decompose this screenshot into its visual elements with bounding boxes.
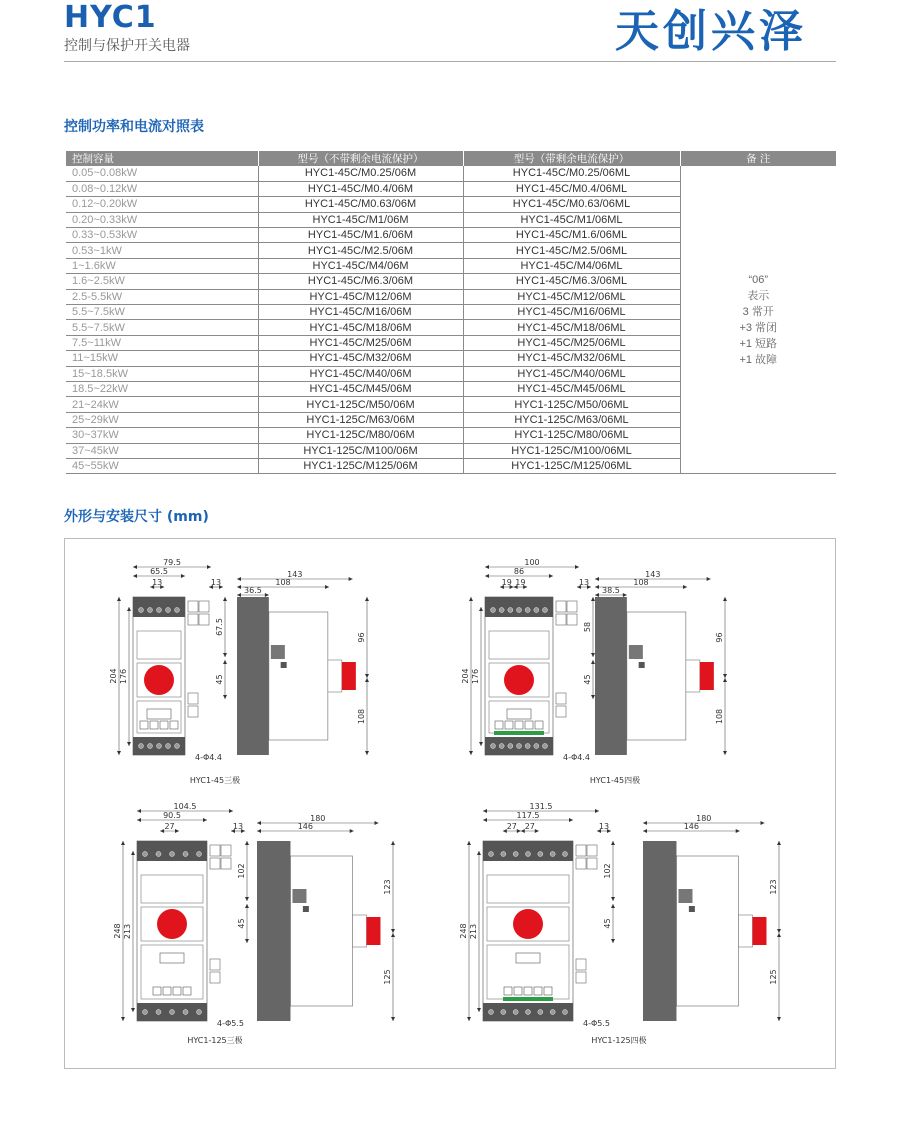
dim-knob-height: 45 <box>603 918 612 929</box>
screw-icon <box>538 852 543 857</box>
dim-rail-depth: 36.5 <box>244 586 262 595</box>
screw-icon <box>139 608 144 613</box>
dim-depth-total: 143 <box>645 570 661 579</box>
model-rcd-cell: HYC1-45C/M1.6/06ML <box>463 228 680 243</box>
dim-depth-body: 146 <box>297 822 314 831</box>
button-icon <box>183 987 191 995</box>
dim-mount-height: 176 <box>471 668 480 685</box>
model-rcd-cell: HYC1-45C/M6.3/06ML <box>463 274 680 289</box>
model-rcd-cell: HYC1-45C/M0.4/06ML <box>463 181 680 196</box>
aux-contact-icon <box>221 858 231 869</box>
indicator-icon <box>281 662 287 668</box>
knob-side-icon <box>342 662 356 690</box>
model-cell: HYC1-45C/M4/06M <box>258 258 463 273</box>
aux-contact-icon <box>199 601 209 612</box>
dim-depth-total: 143 <box>287 570 303 579</box>
aux-contact-icon <box>188 601 198 612</box>
dim-pole-pitch: 27 <box>164 822 175 831</box>
screw-icon <box>563 852 568 857</box>
model-rcd-cell: HYC1-45C/M25/06ML <box>463 335 680 350</box>
capacity-cell: 7.5~11kW <box>66 335 258 350</box>
note-line: 表示 <box>747 289 770 302</box>
model-rcd-cell: HYC1-45C/M18/06ML <box>463 320 680 335</box>
dim-pole-pitch: 13 <box>152 578 163 587</box>
handle-block <box>629 645 643 659</box>
dim-width-body: 65.5 <box>150 567 168 576</box>
model-rcd-cell: HYC1-45C/M16/06ML <box>463 305 680 320</box>
capacity-cell: 5.5~7.5kW <box>66 320 258 335</box>
housing <box>269 612 328 740</box>
button-icon <box>504 987 512 995</box>
rotary-knob-icon <box>513 909 543 939</box>
dim-mount-height: 213 <box>469 923 478 940</box>
model-cell: HYC1-45C/M16/06M <box>258 305 463 320</box>
side-view <box>257 841 380 1021</box>
figure-caption: HYC1-45三极 <box>189 776 241 785</box>
display-icon <box>516 953 540 963</box>
brand-title: HYC1 <box>64 0 157 35</box>
screw-icon <box>489 852 494 857</box>
front-view <box>133 597 209 755</box>
screw-icon <box>508 608 513 613</box>
capacity-cell: 1.6~2.5kW <box>66 274 258 289</box>
dim-depth-body: 146 <box>683 822 700 831</box>
figure-caption: HYC1-45四极 <box>589 776 641 785</box>
capacity-cell: 0.08~0.12kW <box>66 181 258 196</box>
aux-contact-icon <box>199 614 209 625</box>
model-cell: HYC1-45C/M45/06M <box>258 381 463 396</box>
button-icon <box>170 721 178 729</box>
model-rcd-cell: HYC1-45C/M0.63/06ML <box>463 197 680 212</box>
dim-width-body: 90.5 <box>163 811 181 820</box>
capacity-cell: 0.12~0.20kW <box>66 197 258 212</box>
col-header-model-rcd: 型号（带剩余电流保护） <box>463 151 680 166</box>
capacity-cell: 0.05~0.08kW <box>66 166 258 181</box>
button-icon <box>173 987 181 995</box>
top-terminal-block <box>483 841 573 861</box>
dim-knob-top: 96 <box>357 632 366 643</box>
dim-knob-bottom: 108 <box>715 708 724 725</box>
top-terminal-block <box>485 597 553 617</box>
capacity-cell: 2.5-5.5kW <box>66 289 258 304</box>
dim-knob-top: 96 <box>715 632 724 643</box>
dim-width-total: 131.5 <box>529 802 553 811</box>
model-rcd-cell: HYC1-125C/M50/06ML <box>463 397 680 412</box>
label-panel <box>141 875 203 903</box>
handle-block <box>271 645 285 659</box>
aux-contact-icon <box>210 845 220 856</box>
model-cell: HYC1-45C/M0.63/06M <box>258 197 463 212</box>
screw-icon <box>501 852 506 857</box>
screw-icon <box>170 1010 175 1015</box>
indicator-icon <box>303 906 309 912</box>
dim-depth-body: 108 <box>275 578 291 587</box>
screw-icon <box>157 608 162 613</box>
screw-icon <box>148 608 153 613</box>
capacity-cell: 21~24kW <box>66 397 258 412</box>
dim-width-total: 100 <box>524 558 540 567</box>
screw-icon <box>143 1010 148 1015</box>
aux-contact-icon <box>210 972 220 983</box>
display-icon <box>147 709 171 719</box>
figure-caption: HYC1-125三极 <box>187 1036 243 1045</box>
button-icon <box>160 721 168 729</box>
dim-knob-height: 45 <box>583 674 592 685</box>
screw-icon <box>543 608 548 613</box>
display-icon <box>160 953 184 963</box>
screw-icon <box>517 744 522 749</box>
note-line: “06” <box>748 273 769 286</box>
note-line: +1 故障 <box>739 353 778 366</box>
dim-knob-bottom: 108 <box>357 708 366 725</box>
capacity-cell: 37~45kW <box>66 443 258 458</box>
capacity-cell: 5.5~7.5kW <box>66 305 258 320</box>
button-icon <box>535 721 543 729</box>
aux-contact-icon <box>556 693 566 704</box>
screw-icon <box>183 1010 188 1015</box>
section-title-table: 控制功率和电流对照表 <box>64 119 204 135</box>
dim-rail-depth: 38.5 <box>602 586 620 595</box>
handle-block <box>678 889 692 903</box>
housing <box>290 856 352 1006</box>
note-line: +3 常闭 <box>739 321 778 334</box>
model-rcd-cell: HYC1-125C/M80/06ML <box>463 428 680 443</box>
label-panel <box>137 631 181 659</box>
dim-aux-width: 13 <box>232 822 244 831</box>
model-cell: HYC1-45C/M40/06M <box>258 366 463 381</box>
model-cell: HYC1-125C/M63/06M <box>258 412 463 427</box>
dim-depth-total: 180 <box>696 814 712 823</box>
brand-subtitle: 控制与保护开关电器 <box>64 38 190 54</box>
screw-icon <box>197 852 202 857</box>
indicator-icon <box>689 906 695 912</box>
aux-contact-icon <box>188 693 198 704</box>
dim-width-body: 117.5 <box>516 811 540 820</box>
aux-contact-icon <box>188 706 198 717</box>
screw-icon <box>175 744 180 749</box>
note-cell <box>680 166 836 474</box>
screw-icon <box>197 1010 202 1015</box>
dim-width-body: 86 <box>513 567 525 576</box>
dim-knob-top: 123 <box>769 879 778 895</box>
aux-contact-icon <box>587 858 597 869</box>
button-icon <box>495 721 503 729</box>
side-view <box>595 597 714 755</box>
model-cell: HYC1-45C/M6.3/06M <box>258 274 463 289</box>
note-line: +1 短路 <box>739 337 778 350</box>
front-view <box>483 841 597 1021</box>
screw-icon <box>175 608 180 613</box>
aux-contact-icon <box>556 706 566 717</box>
indicator-icon <box>639 662 645 668</box>
dim-mount-hole: 4-Φ5.5 <box>217 1019 244 1028</box>
model-rcd-cell: HYC1-45C/M12/06ML <box>463 289 680 304</box>
table-row <box>66 166 836 181</box>
screw-icon <box>534 744 539 749</box>
dim-pole-pitch: 27 <box>524 822 535 831</box>
capacity-cell: 25~29kW <box>66 412 258 427</box>
dim-top-knob: 58 <box>583 621 592 633</box>
screw-icon <box>499 608 504 613</box>
capacity-cell: 0.20~0.33kW <box>66 212 258 227</box>
note-line: 3 常开 <box>742 305 774 318</box>
aux-contact-icon <box>576 959 586 970</box>
dim-knob-bottom: 125 <box>383 969 392 985</box>
dim-aux-width: 13 <box>598 822 610 831</box>
col-header-note: 备 注 <box>680 151 836 166</box>
company-logo: 天创兴泽 <box>615 6 807 57</box>
model-rcd-cell: HYC1-125C/M63/06ML <box>463 412 680 427</box>
screw-icon <box>166 608 171 613</box>
dim-depth-body: 108 <box>633 578 649 587</box>
button-icon <box>534 987 542 995</box>
dim-pole-pitch: 19 <box>501 578 512 587</box>
aux-contact-icon <box>576 845 586 856</box>
front-view <box>137 841 231 1021</box>
screw-icon <box>156 852 161 857</box>
screw-icon <box>499 744 504 749</box>
screw-icon <box>513 1010 518 1015</box>
rotary-knob-icon <box>504 665 534 695</box>
model-rcd-cell: HYC1-45C/M32/06ML <box>463 351 680 366</box>
model-cell: HYC1-45C/M18/06M <box>258 320 463 335</box>
model-cell: HYC1-45C/M25/06M <box>258 335 463 350</box>
model-cell: HYC1-45C/M0.25/06M <box>258 166 463 181</box>
model-cell: HYC1-125C/M125/06M <box>258 458 463 473</box>
aux-contact-icon <box>210 959 220 970</box>
screw-icon <box>170 852 175 857</box>
knob-base <box>352 915 366 947</box>
model-cell: HYC1-45C/M1.6/06M <box>258 228 463 243</box>
dim-top-knob: 102 <box>603 863 612 879</box>
front-view <box>485 597 577 755</box>
screw-icon <box>491 608 496 613</box>
capacity-cell: 30~37kW <box>66 428 258 443</box>
button-icon <box>514 987 522 995</box>
screw-icon <box>526 1010 531 1015</box>
aux-contact-icon <box>556 614 566 625</box>
dim-pole-pitch: 27 <box>506 822 517 831</box>
section-title-dimensions: 外形与安装尺寸 (mm) <box>64 509 209 525</box>
dim-top-knob: 102 <box>237 863 246 879</box>
button-icon <box>525 721 533 729</box>
model-cell: HYC1-125C/M100/06M <box>258 443 463 458</box>
dimension-drawings-panel <box>64 538 836 1069</box>
col-header-model: 型号（不带剩余电流保护） <box>258 151 463 166</box>
aux-contact-icon <box>567 601 577 612</box>
din-rail-body <box>237 597 269 755</box>
model-rcd-cell: HYC1-45C/M1/06ML <box>463 212 680 227</box>
dim-mount-height: 213 <box>123 923 132 940</box>
screw-icon <box>525 744 530 749</box>
model-rcd-cell: HYC1-45C/M45/06ML <box>463 381 680 396</box>
capacity-cell: 45~55kW <box>66 458 258 473</box>
model-rcd-cell: HYC1-45C/M0.25/06ML <box>463 166 680 181</box>
knob-base <box>328 660 342 692</box>
aux-contact-icon <box>587 845 597 856</box>
terminal-strip <box>494 731 544 735</box>
dim-mount-hole: 4-Φ5.5 <box>583 1019 610 1028</box>
model-cell: HYC1-45C/M0.4/06M <box>258 181 463 196</box>
rotary-knob-icon <box>157 909 187 939</box>
header-divider <box>64 61 836 62</box>
model-cell: HYC1-125C/M50/06M <box>258 397 463 412</box>
capacity-cell: 1~1.6kW <box>66 258 258 273</box>
dimension-drawings <box>65 539 835 1068</box>
dim-aux-width: 13 <box>578 578 590 587</box>
screw-icon <box>550 852 555 857</box>
button-icon <box>544 987 552 995</box>
screw-icon <box>525 608 530 613</box>
capacity-cell: 18.5~22kW <box>66 381 258 396</box>
button-icon <box>150 721 158 729</box>
model-rcd-cell: HYC1-45C/M2.5/06ML <box>463 243 680 258</box>
screw-icon <box>143 852 148 857</box>
button-icon <box>515 721 523 729</box>
dim-height-total: 204 <box>109 668 118 684</box>
dim-knob-bottom: 125 <box>769 969 778 985</box>
dim-height-total: 248 <box>459 923 468 939</box>
model-cell: HYC1-45C/M2.5/06M <box>258 243 463 258</box>
screw-icon <box>534 608 539 613</box>
aux-contact-icon <box>567 614 577 625</box>
model-cell: HYC1-125C/M80/06M <box>258 428 463 443</box>
dim-aux-width: 13 <box>210 578 222 587</box>
screw-icon <box>508 744 513 749</box>
screw-icon <box>183 852 188 857</box>
button-icon <box>153 987 161 995</box>
power-current-table <box>66 151 836 474</box>
housing <box>676 856 738 1006</box>
screw-icon <box>156 1010 161 1015</box>
aux-contact-icon <box>576 858 586 869</box>
dim-height-total: 248 <box>113 923 122 939</box>
model-rcd-cell: HYC1-125C/M125/06ML <box>463 458 680 473</box>
aux-contact-icon <box>188 614 198 625</box>
screw-icon <box>513 852 518 857</box>
button-icon <box>505 721 513 729</box>
label-panel <box>487 875 569 903</box>
label-panel <box>489 631 549 659</box>
handle-block <box>292 889 306 903</box>
screw-icon <box>157 744 162 749</box>
din-rail-body <box>643 841 676 1021</box>
terminal-strip <box>503 997 553 1001</box>
dim-width-total: 79.5 <box>163 558 181 567</box>
button-icon <box>163 987 171 995</box>
model-cell: HYC1-45C/M12/06M <box>258 289 463 304</box>
dim-pole-pitch: 19 <box>515 578 526 587</box>
housing <box>627 612 686 740</box>
screw-icon <box>166 744 171 749</box>
screw-icon <box>491 744 496 749</box>
knob-side-icon <box>700 662 714 690</box>
capacity-cell: 0.33~0.53kW <box>66 228 258 243</box>
knob-side-icon <box>752 917 766 945</box>
din-rail-body <box>595 597 627 755</box>
dim-knob-height: 45 <box>215 674 224 685</box>
model-rcd-cell: HYC1-45C/M40/06ML <box>463 366 680 381</box>
knob-side-icon <box>366 917 380 945</box>
top-terminal-block <box>137 841 207 861</box>
knob-base <box>686 660 700 692</box>
dim-depth-total: 180 <box>310 814 326 823</box>
capacity-cell: 0.53~1kW <box>66 243 258 258</box>
side-view <box>237 597 356 755</box>
side-view <box>643 841 766 1021</box>
aux-contact-icon <box>576 972 586 983</box>
screw-icon <box>517 608 522 613</box>
button-icon <box>140 721 148 729</box>
screw-icon <box>550 1010 555 1015</box>
screw-icon <box>526 852 531 857</box>
screw-icon <box>563 1010 568 1015</box>
screw-icon <box>148 744 153 749</box>
model-rcd-cell: HYC1-125C/M100/06ML <box>463 443 680 458</box>
din-rail-body <box>257 841 290 1021</box>
model-cell: HYC1-45C/M32/06M <box>258 351 463 366</box>
screw-icon <box>139 744 144 749</box>
screw-icon <box>538 1010 543 1015</box>
screw-icon <box>501 1010 506 1015</box>
dim-knob-top: 123 <box>383 879 392 895</box>
button-icon <box>524 987 532 995</box>
display-icon <box>507 709 531 719</box>
col-header-capacity: 控制容量 <box>66 151 258 166</box>
model-cell: HYC1-45C/M1/06M <box>258 212 463 227</box>
dim-knob-height: 45 <box>237 918 246 929</box>
aux-contact-icon <box>221 845 231 856</box>
rotary-knob-icon <box>144 665 174 695</box>
dim-top-knob: 67.5 <box>215 618 224 636</box>
capacity-cell: 15~18.5kW <box>66 366 258 381</box>
screw-icon <box>489 1010 494 1015</box>
model-rcd-cell: HYC1-45C/M4/06ML <box>463 258 680 273</box>
dim-mount-height: 176 <box>119 668 128 685</box>
figure-caption: HYC1-125四极 <box>591 1036 647 1045</box>
dim-mount-hole: 4-Φ4.4 <box>563 753 590 762</box>
dim-width-total: 104.5 <box>173 802 197 811</box>
aux-contact-icon <box>556 601 566 612</box>
knob-base <box>738 915 752 947</box>
capacity-cell: 11~15kW <box>66 351 258 366</box>
dim-height-total: 204 <box>461 668 470 684</box>
top-terminal-block <box>133 597 185 617</box>
screw-icon <box>543 744 548 749</box>
dim-mount-hole: 4-Φ4.4 <box>195 753 222 762</box>
aux-contact-icon <box>210 858 220 869</box>
